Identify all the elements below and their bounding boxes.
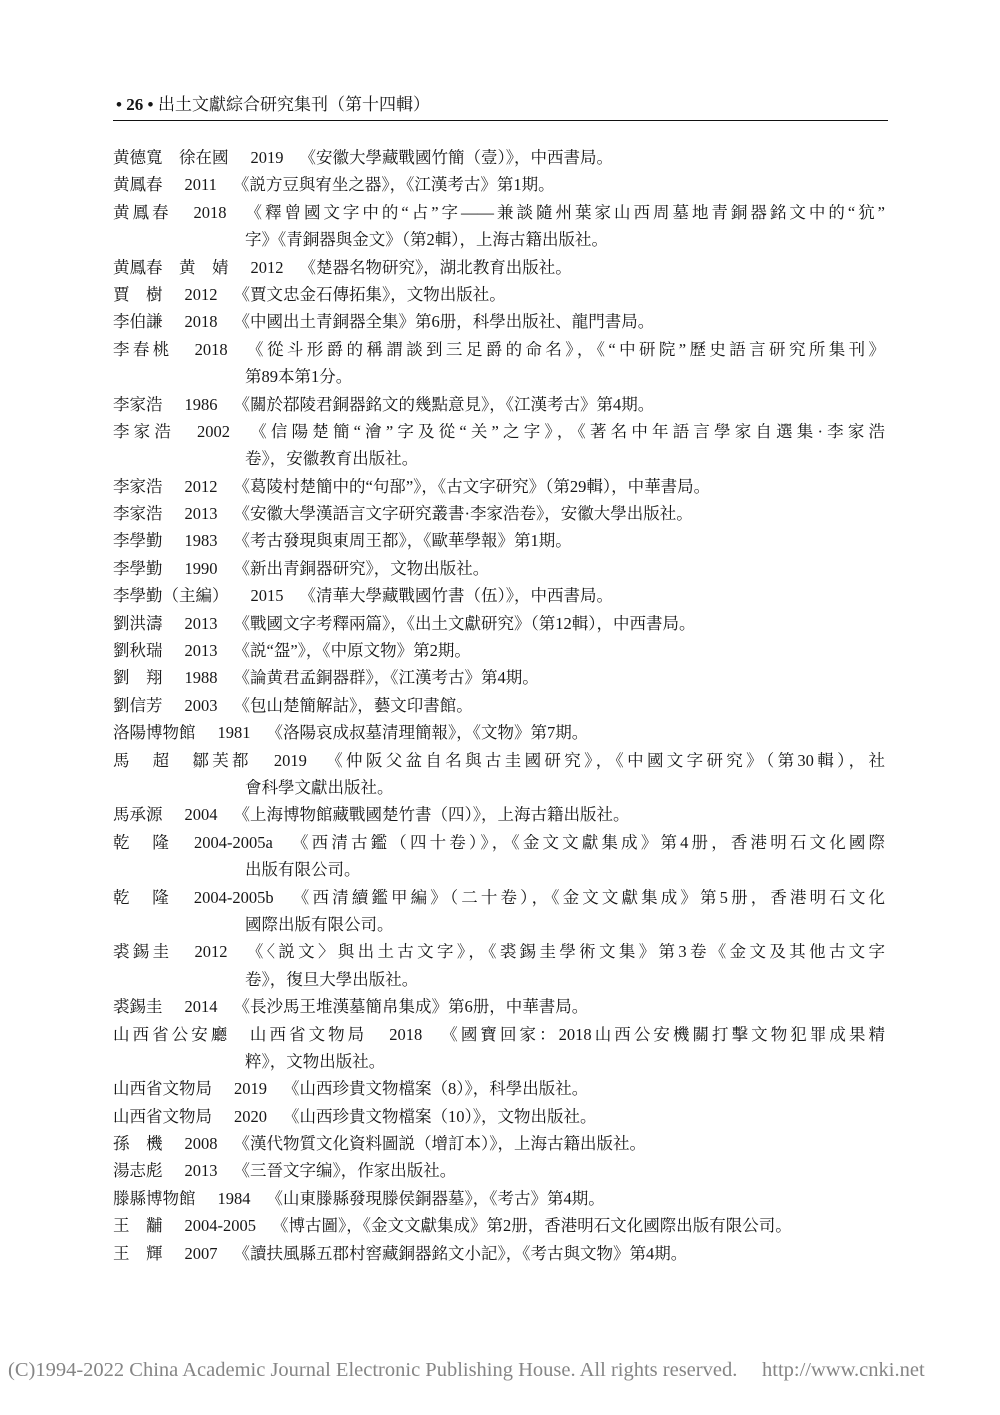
- site-url: http://www.cnki.net: [762, 1359, 925, 1381]
- reference-text: 《説“盌”》，《中原文物》第2期。: [233, 641, 471, 661]
- reference-author: 李伯謙: [113, 312, 163, 332]
- running-title: 出土文獻綜合研究集刊（第十四輯）: [158, 95, 430, 114]
- reference-continuation-line: 卷》，安徽教育出版社。: [245, 449, 419, 469]
- reference-author: 洛陽博物館: [113, 723, 196, 743]
- reference-year: 2018: [184, 312, 218, 332]
- reference-year: 1990: [184, 558, 218, 578]
- reference-year: 1986: [184, 394, 218, 414]
- reference-year: 2004-2005: [184, 1216, 256, 1236]
- reference-author: 黄德寬 徐在國: [113, 148, 229, 167]
- reference-year: 2002: [197, 421, 231, 441]
- reference-text: 《賈文忠金石傳拓集》，文物出版社。: [233, 284, 506, 304]
- reference-text: 《安徽大學藏戰國竹簡（壹）》，中西書局。: [299, 148, 613, 167]
- reference-year: 2007: [184, 1243, 218, 1263]
- reference-author: 李學勤: [113, 531, 163, 551]
- reference-text: 《葛陵村楚簡中的“句郚”》，《古文字研究》（第29輯），中華書局。: [233, 476, 711, 496]
- reference-first-line: [113, 829, 885, 856]
- reference-year: 2020: [234, 1106, 267, 1126]
- reference-year: 2011: [184, 175, 217, 195]
- reference-year: 2015: [250, 586, 284, 606]
- reference-text: 《説方豆與宥坐之器》，《江漢考古》第1期。: [232, 175, 555, 195]
- reference-year: 2019: [273, 750, 307, 770]
- reference-year: 2012: [184, 284, 218, 304]
- reference-year: 1983: [184, 531, 218, 551]
- reference-year: 2013: [184, 1161, 218, 1181]
- reference-author: 黄鳳春: [113, 175, 163, 195]
- reference-year: 2019: [250, 148, 284, 167]
- copyright-notice: (C)1994-2022 China Academic Journal Electronic Publishing House. All rights reserved.: [8, 1359, 738, 1381]
- reference-first-line: [113, 884, 885, 911]
- reference-text: 《〈説文〉與出土古文字》，《裘錫圭學術文集》第3卷《金文及其他古文字: [243, 942, 885, 962]
- reference-first-line: [113, 254, 885, 281]
- reference-entry: [113, 308, 885, 335]
- reference-entry: [113, 692, 885, 719]
- reference-entry: [113, 144, 885, 171]
- reference-text: 《讀扶風縣五郡村窖藏銅器銘文小記》，《考古與文物》第4期。: [233, 1243, 688, 1263]
- reference-first-line: [113, 199, 885, 226]
- reference-first-line: [113, 938, 885, 965]
- reference-first-line: [113, 637, 885, 664]
- page-number: • 26 •: [116, 95, 154, 114]
- reference-author: 裘錫圭: [113, 942, 173, 962]
- reference-first-line: [113, 1021, 885, 1048]
- reference-author: 馬 超 鄒芙都: [113, 750, 252, 770]
- reference-first-line: [113, 993, 885, 1020]
- reference-year: 2012: [194, 942, 228, 962]
- reference-year: 2004-2005a: [194, 832, 273, 852]
- reference-first-line: [113, 1185, 885, 1212]
- reference-text: 《關於鄀陵君銅器銘文的幾點意見》，《江漢考古》第4期。: [233, 394, 655, 414]
- reference-entry: [113, 281, 885, 308]
- reference-entry: [113, 555, 885, 582]
- reference-first-line: [113, 473, 885, 500]
- reference-author: 李學勤（主編）: [113, 586, 229, 606]
- reference-entry: [113, 829, 885, 884]
- reference-entry: [113, 1240, 885, 1267]
- reference-author: 李家浩: [113, 421, 176, 441]
- reference-first-line: [113, 391, 885, 418]
- reference-first-line: [113, 308, 885, 335]
- reference-year: 2008: [184, 1134, 218, 1154]
- reference-entry: [113, 582, 885, 609]
- reference-first-line: [113, 336, 885, 363]
- reference-author: 劉洪濤: [113, 613, 163, 633]
- reference-year: 2014: [184, 997, 218, 1017]
- reference-text: 《論黄君孟銅器群》，《江漢考古》第4期。: [233, 668, 539, 688]
- reference-author: 李家浩: [113, 394, 163, 414]
- reference-text: 《漢代物質文化資料圖説（增訂本）》，上海古籍出版社。: [233, 1134, 646, 1154]
- reference-entry: [113, 938, 885, 993]
- reference-year: 2004: [184, 805, 218, 825]
- reference-text: 《西清古鑑（四十卷）》，《金文文獻集成》第4册，香港明石文化國際: [288, 832, 885, 852]
- reference-first-line: [113, 747, 885, 774]
- reference-first-line: [113, 500, 885, 527]
- reference-author: 王 輝: [113, 1243, 163, 1263]
- reference-text: 《戰國文字考釋兩篇》，《出土文獻研究》（第12輯），中西書局。: [233, 613, 696, 633]
- reference-continuation-line: 字》《青銅器與金文》（第2輯），上海古籍出版社。: [245, 230, 608, 250]
- page-header: [113, 92, 888, 118]
- reference-author: 山西省文物局: [113, 1106, 212, 1126]
- reference-year: 2013: [184, 613, 218, 633]
- reference-entry: [113, 336, 885, 391]
- reference-entry: [113, 801, 885, 828]
- reference-author: 孫 機: [113, 1134, 163, 1154]
- reference-text: 《山東滕縣發現滕侯銅器墓》，《考古》第4期。: [266, 1188, 605, 1208]
- reference-text: 《博古圖》，《金文文獻集成》第2册，香港明石文化國際出版有限公司。: [272, 1216, 792, 1236]
- reference-entry: [113, 1157, 885, 1184]
- reference-entry: [113, 1103, 885, 1130]
- reference-first-line: [113, 1240, 885, 1267]
- reference-author: 李學勤: [113, 558, 163, 578]
- reference-text: 《仲阪父盆自名與古圭國研究》，《中國文字研究》（第30輯），社: [322, 750, 885, 770]
- reference-text: 《山西珍貴文物檔案（8）》，科學出版社。: [283, 1079, 589, 1099]
- reference-text: 《西清續鑑甲編》（二十卷），《金文文獻集成》第5册，香港明石文化: [289, 887, 885, 907]
- reference-text: 《上海博物館藏戰國楚竹書（四）》，上海古籍出版社。: [233, 805, 630, 825]
- reference-year: 1988: [184, 668, 218, 688]
- reference-text: 《清華大學藏戰國竹書（伍）》，中西書局。: [299, 586, 613, 606]
- reference-year: 2004-2005b: [193, 887, 274, 907]
- reference-author: 李家浩: [113, 476, 163, 496]
- reference-first-line: [113, 171, 885, 198]
- reference-year: 2013: [184, 504, 218, 524]
- reference-continuation-line: 卷》，復旦大學出版社。: [245, 969, 419, 989]
- reference-text: 《新出青銅器研究》，文物出版社。: [233, 558, 490, 578]
- reference-author: 裘錫圭: [113, 997, 163, 1017]
- reference-author: 乾 隆: [113, 887, 172, 907]
- reference-author: 山西省文物局: [113, 1079, 212, 1099]
- reference-first-line: [113, 1212, 885, 1239]
- reference-text: 《洛陽哀成叔墓清理簡報》，《文物》第7期。: [266, 723, 589, 743]
- reference-entry: [113, 199, 885, 254]
- reference-first-line: [113, 144, 885, 171]
- reference-author: 劉 翔: [113, 668, 163, 688]
- reference-text: 《包山楚簡解詁》，藝文印書館。: [233, 695, 473, 715]
- reference-entry: [113, 254, 885, 281]
- reference-text: 《從斗形爵的稱謂談到三足爵的命名》，《“中研院”歷史語言研究所集刊》: [243, 339, 885, 359]
- reference-first-line: [113, 418, 885, 445]
- reference-entry: [113, 1021, 885, 1076]
- reference-year: 2019: [234, 1079, 267, 1099]
- reference-entry: [113, 747, 885, 802]
- reference-author: 滕縣博物館: [113, 1188, 196, 1208]
- reference-year: 2012: [184, 476, 218, 496]
- reference-continuation-line: 國際出版有限公司。: [245, 914, 394, 934]
- reference-text: 《安徽大學漢語言文字研究叢書·李家浩卷》，安徽大學出版社。: [233, 504, 693, 524]
- reference-year: 2012: [250, 257, 284, 277]
- reference-author: 黄鳳春: [113, 202, 172, 222]
- reference-text: 《長沙馬王堆漢墓簡帛集成》第6册，中華書局。: [233, 997, 589, 1017]
- reference-author: 乾 隆: [113, 832, 172, 852]
- reference-author: 王 黼: [113, 1216, 163, 1236]
- copyright-footer: [0, 1357, 1000, 1383]
- reference-first-line: [113, 281, 885, 308]
- reference-first-line: [113, 527, 885, 554]
- reference-first-line: [113, 692, 885, 719]
- reference-first-line: [113, 1130, 885, 1157]
- reference-text: 《釋曾國文字中的“占”字——兼談隨州葉家山西周墓地青銅器銘文中的“犺”: [242, 202, 885, 222]
- reference-continuation-line: 出版有限公司。: [245, 860, 361, 880]
- reference-year: 1984: [217, 1188, 251, 1208]
- reference-entry: [113, 884, 885, 939]
- reference-entry: [113, 391, 885, 418]
- reference-author: 湯志彪: [113, 1161, 163, 1181]
- reference-author: 賈 樹: [113, 284, 163, 304]
- reference-continuation-line: 第89本第1分。: [245, 367, 353, 387]
- reference-text: 《考古發現與東周王都》，《歐華學報》第1期。: [233, 531, 572, 551]
- reference-entry: [113, 993, 885, 1020]
- reference-first-line: [113, 664, 885, 691]
- reference-author: 山西省公安廳 山西省文物局: [113, 1024, 368, 1044]
- reference-text: 《信陽楚簡“澮”字及從“关”之字》，《著名中年語言學家自選集·李家浩: [246, 421, 885, 441]
- reference-first-line: [113, 1103, 885, 1130]
- reference-entry: [113, 1130, 885, 1157]
- reference-entry: [113, 637, 885, 664]
- reference-entry: [113, 1075, 885, 1102]
- reference-continuation-line: 會科學文獻出版社。: [245, 777, 394, 797]
- reference-year: 2003: [184, 695, 218, 715]
- reference-first-line: [113, 801, 885, 828]
- reference-year: 2018: [389, 1024, 423, 1044]
- reference-entry: [113, 1212, 885, 1239]
- reference-entry: [113, 171, 885, 198]
- reference-entry: [113, 664, 885, 691]
- header-rule: [113, 120, 888, 121]
- reference-entry: [113, 500, 885, 527]
- reference-entry: [113, 610, 885, 637]
- reference-first-line: [113, 555, 885, 582]
- reference-text: 《山西珍貴文物檔案（10）》，文物出版社。: [283, 1106, 597, 1126]
- reference-first-line: [113, 719, 885, 746]
- reference-year: 2018: [194, 339, 228, 359]
- reference-first-line: [113, 582, 885, 609]
- reference-author: 馬承源: [113, 805, 163, 825]
- reference-text: 《國寶回家：2018山西公安機關打擊文物犯罪成果精: [438, 1024, 885, 1044]
- reference-entry: [113, 1185, 885, 1212]
- reference-author: 李春桃: [113, 339, 173, 359]
- reference-text: 《楚器名物研究》，湖北教育出版社。: [299, 257, 572, 277]
- reference-year: 1981: [217, 723, 251, 743]
- reference-year: 2018: [193, 202, 227, 222]
- reference-entry: [113, 719, 885, 746]
- reference-author: 李家浩: [113, 504, 163, 524]
- reference-entry: [113, 473, 885, 500]
- reference-first-line: [113, 1157, 885, 1184]
- reference-author: 劉秋瑞: [113, 641, 163, 661]
- reference-entry: [113, 418, 885, 473]
- reference-author: 黄鳳春 黄 婧: [113, 257, 229, 277]
- reference-list: [113, 144, 885, 1267]
- reference-year: 2013: [184, 641, 218, 661]
- reference-text: 《三晉文字编》，作家出版社。: [233, 1161, 457, 1181]
- reference-first-line: [113, 1075, 885, 1102]
- reference-first-line: [113, 610, 885, 637]
- reference-author: 劉信芳: [113, 695, 163, 715]
- reference-entry: [113, 527, 885, 554]
- reference-text: 《中國出土青銅器全集》第6册，科學出版社、龍門書局。: [233, 312, 655, 332]
- reference-continuation-line: 粹》，文物出版社。: [245, 1051, 386, 1071]
